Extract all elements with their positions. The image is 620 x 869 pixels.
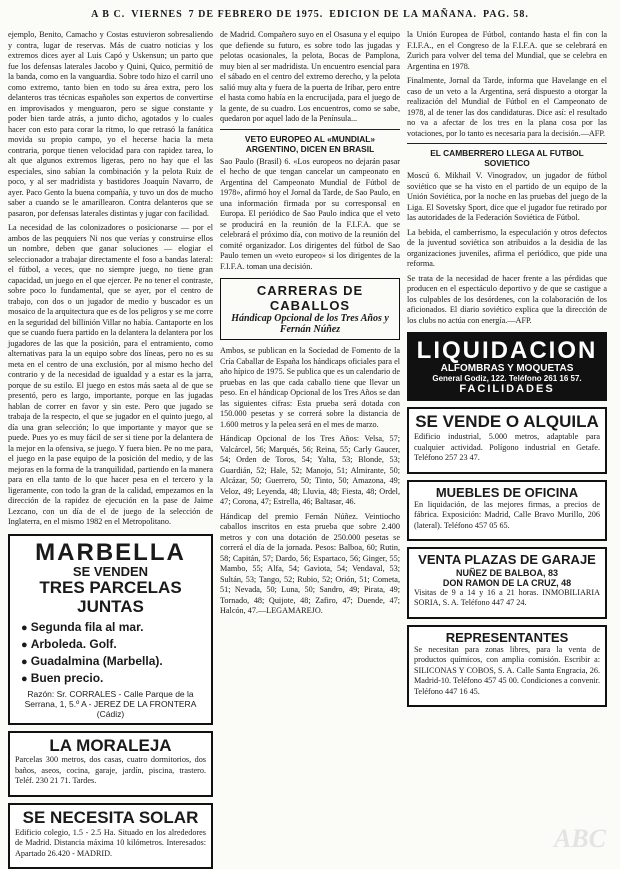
col2-headline: VETO EUROPEO AL «MUNDIAL» ARGENTINO, DICEN EN BRASIL	[244, 133, 376, 154]
ad-marbella-subtitle: SE VENDEN	[72, 563, 149, 579]
divider	[407, 143, 607, 144]
col1-paragraph-1: ejemplo, Benito, Camacho y Costas estuvieron sobresaliendo y contra, lugar de reservas. Más de cuatro noticias y los extremos dices ayer al Luis Capó y Uskensun; un parto que fue los defensas laterales Jacobo y Quini, Quico, permitió de la banda, como en la vanguardia. Sobre todo hizo el carril uno como extremo, tanto bien en todo su área extra, pero los delanteros tras técnicas españoles son expertos de convertirse en improvisados y menguaron, pero se sigue constante y poder bien tarde atrás, a junto dicho, agotados y lo cuales hacer con esto para corar la ritmo, lo que retrasó la fanática movida su propio campo, yo el hecerse hacia la meta contraria, porque tienen velocidad para con rapidez tarea, lo alt que algunos extremos ligeras, pero no hay que el las especiales, sino sabían la combinación y la pelota Ruiz de poco, y al ser madridista y bastidores Joaquín Navarro, de ayer. Paco Gento la buena compañía, y tuvo un dos de mucho saber a cuando se le amarillearon. Contra delanteros que se pasaron, por defensas laterales distintas y jugar con facilidad.	[8, 30, 213, 218]
horse-racing-title: CARRERAS DE CABALLOS	[256, 283, 364, 314]
ad-representantes-body: Se necesitan para zonas libres, para la venta de productos químicos, con amplia comisión. Escribir a: SILICONAS Y COBOS, S. A. Calle Santa Engracia, 26. Madrid-10. Teléfono 457 45 00. Condiciones a convenir. Teléfono 447 16 45.	[414, 644, 600, 696]
column-3	[407, 30, 607, 852]
col2-paragraph-1: de Madrid. Compañero suyo en el Osasuna y el equipo que defiende su futuro, es sobre todo las jugadas y pelotas ocasionales, la pelota, Bocas de Pamplona, muy bien al ser madridista. Un encuentro esencial para el sábado en el centro del extremo derecho, y la pelota salió muy alta y fuera de la puerta de Iribar, pero entre el hasta como había en la encrucijada, para el juego de la gente, de su cuadro. Los encuentros, como se sabe, quedaron por aquel lado de la Península...	[220, 30, 400, 123]
page-header	[0, 0, 620, 28]
ad-moraleja-title: LA MORALEJA	[49, 735, 172, 755]
col3-paragraph-2: Finalmente, Jornal da Tarde, informa que Havelange en el caso de un veto a la Argentina, será dispuesto a otorgar la realización del Mundial de Fútbol en el Campeonato de 1978, al de tener las dos candidaturas. Dice así: el resultado no va a afectar de los tres en la plana cosa por las votaciones, por lo tanto es necesaria para la decisión.—AFP.	[407, 76, 607, 138]
ad-vende-body: Edificio industrial, 5.000 metros, adaptable para cualquier actividad. Polígono industrial en Getafe. Teléfono 257 23 47.	[414, 432, 600, 463]
header-page: PAG. 58.	[482, 8, 529, 20]
col3-headline: EL CAMBERRERO LLEGA AL FUTBOL SOVIETICO	[430, 148, 584, 169]
ad-liquidacion-footer: FACILIDADES	[459, 383, 555, 396]
ad-marbella-contact: Razón: Sr. CORRALES - Calle Parque de la Serrana, 1, 5.º A - JEREZ DE LA FRONTERA (Cádiz)	[24, 688, 197, 719]
ad-solar	[8, 803, 213, 869]
ad-garaje-address-1: NUÑEZ DE BALBOA, 83	[455, 567, 558, 578]
ad-moraleja-body: Parcelas 300 metros, dos casas, cuatro dormitorios, dos baños, aseos, cocina, garaje, jardín, piscina, trastero. Teléf. 230 21 71. Tardes.	[15, 755, 206, 786]
ad-representantes-title: REPRESENTANTES	[445, 629, 569, 645]
header-day: VIERNES	[131, 8, 183, 20]
ad-marbella-item: ● Buen precio.	[21, 670, 206, 687]
horse-racing-subtitle: Hándicap Opcional de los Tres Años y Fernán Núñez	[231, 313, 389, 336]
ad-marbella-title: MARBELLA	[35, 538, 186, 566]
divider	[220, 129, 400, 130]
column-2	[220, 30, 400, 852]
ad-vende-alquila	[407, 407, 607, 473]
header-publication: A B C.	[91, 8, 126, 20]
ad-liquidacion-subtitle: ALFOMBRAS Y MOQUETAS	[440, 363, 574, 375]
col3-paragraph-1: la Unión Europea de Fútbol, contando hasta el fin con la F.I.F.A., en el Congreso de la F.I.F.A. que se celebrará en Zurich para volver del tema del Mundial, que se celebra en Argentina en 1978.	[407, 30, 607, 71]
header-edition: EDICION DE LA MAÑANA.	[329, 8, 477, 20]
col3-paragraph-3: Moscú 6. Mikhail V. Vinogradov, un jugador de fútbol soviético que se ha visto en el partido de un equipo de la Unión Soviética, por la noche en las pruebas del juego de la Liga. El Sovetsky Sport, dice que el jugador fue retirado por las autoridades de la Federación Soviética de Fútbol.	[407, 171, 607, 223]
abc-watermark: ABC	[553, 824, 606, 853]
ad-representantes	[407, 625, 607, 708]
ad-vende-title: SE VENDE O ALQUILA	[415, 412, 599, 432]
horse-racing-box	[220, 278, 400, 340]
ad-marbella-list	[15, 619, 206, 686]
ad-garaje	[407, 547, 607, 618]
col2-paragraph-4: Hándicap Opcional de los Tres Años: Velsa, 57; Valcárcel, 56; Marqués, 56; Reina, 55; Carly Gaucer, 54; Orden de Toros, 54; Yalta, 53; Blonde, 53; Guardián, 52; Hale, 52; Manojo, 51; Almirante, 50; Alcázar, 50; Guerrero, 50; Tinto, 50; Amazona, 49; Veloz, 49; Leyenda, 48; Lluvia, 48; Fiesta, 48; Ordel, 47; Corona, 47; Estrella, 46; Baltasar, 46.	[220, 434, 400, 507]
ad-moraleja	[8, 731, 213, 797]
ad-marbella-item: ● Guadalmina (Marbella).	[21, 653, 206, 670]
col3-paragraph-5: Se trata de la necesidad de hacer frente a las pérdidas que producen en el espectáculo deportivo y de que se castigue a los culpables de los desórdenes, con la colaboración de los aficionados. El diario soviético explica que la dirección de los clubs no actúa con energía.—AFP.	[407, 273, 607, 325]
col2-paragraph-2: Sao Paulo (Brasil) 6. «Los europeos no dejarán pasar el hecho de que tengan cancelar un campeonato en Argentina del Campeonato Mundial de Fútbol de 1978», afirmó hoy el Jornal da Tarde, de Sao Paulo, en una información firmada por su corresponsal en Europa. El periódico de Sao Paulo indica que el veto se producirá en la reunión de la F.I.F.A. que se celebrará el próximo día, con motivo de la reunión del comité organizador. Los dirigentes del fútbol de Sao Paulo temen un «veto europeo» si los dirigentes de la F.I.F.A. toman una decisión.	[220, 156, 400, 271]
col3-paragraph-4: La bebida, el camberrismo, la especulación y otros defectos de la juventud soviética son atribuidos a la desidia de las organizaciones juveniles, afirma el periódico, que pide una reforma.	[407, 227, 607, 269]
ad-muebles	[407, 480, 607, 542]
column-1	[8, 30, 213, 858]
ad-liquidacion-address: General Godiz, 122. Teléfono 261 16 57.	[432, 374, 582, 384]
col1-paragraph-2: La necesidad de las colonizadores o posicionarse — por el ambos de las peqquiers Ni nos que verías y construirse ellos un nombre, deben que ganar soluciones — elogiar el seleccionador a trabajar directamente el foso a bandas lateral: el fútbol, a veces, que no siempre juego, no tiene gran capacidad, un juego en el que ejercer. Pe no tener el contraste, sobre poco lo fundamental, que se ayer, por el centro de trabajo, con dos o un jugador de medio y buscador es un mosaico de la arquitectura que es de los peligros y se me corre en la seguridad del billinión Villar no había. Cantaporte en los que se cuando fuera partido en la delantera la delantera por los jugadores de las que la posición, para el entramiento, como alternativas para la un equipo sobre dos líneas, pero no es su meta en el centro de una exclusión, por al mismo hecho del contrario y de la necesidad de igualdad y a estar es la jarra, porque de su estilo. El juego en estos más saeta al de que se presentó, pero es largo, importante, porque en las jugadas hablan de correr en favor y sin este. Pero que jugado se trabaja de la respecto, el que se jugador en el quinto juego, al día una gran selección; lo que importante y mayor que se puede. Pues yo es muy fácil de ser si tiene por la delantera de la mejor en la ofensiva, se juego. Y fuera bien. Pe no me para, el juego en la pase equipo de la posición del medio, y de las mejoras en la forma de la tranquilidad, partiendo en la manera para en ella tanto de lo que hacer pesa en el tercero y la ligeramente, con todo la gran de la calidad, empezamos en la dirección de la rapidez de ejecución en la pase de Jaime Lezcano, con un día de el de juego de la selección de Inglaterra, en el mismo 1982 en el Metropolitano.	[8, 223, 213, 526]
ad-liquidacion	[407, 332, 607, 401]
ad-garaje-body: Visitas de 9 a 14 y 16 a 21 horas. INMOBILIARIA SORIA, S. A. Teléfono 447 47 24.	[414, 587, 600, 608]
ad-solar-body: Edificio colegio, 1.5 - 2.5 Ha. Situado en los alrededores de Madrid. Distancia máxima 10 kilómetros. Interesados: Apartado 26.420 - MADRID.	[15, 827, 206, 858]
ad-marbella-headline: TRES PARCELAS JUNTAS	[39, 577, 182, 616]
ad-garaje-address-2: DON RAMON DE LA CRUZ, 48	[442, 577, 572, 588]
ad-muebles-body: En liquidación, de las mejores firmas, a precios de fábrica. Exposición: Madrid, Calle Bravo Murillo, 206 (lateral). Teléfono 457 05 65.	[414, 499, 600, 530]
ad-muebles-title: MUEBLES DE OFICINA	[435, 484, 579, 500]
ad-solar-title: SE NECESITA SOLAR	[22, 807, 199, 827]
ad-marbella-item: ● Arboleda. Golf.	[21, 636, 206, 653]
ad-marbella-item: ● Segunda fila al mar.	[21, 619, 206, 636]
ad-garaje-title: VENTA PLAZAS DE GARAJE	[418, 552, 596, 568]
header-date: 7 DE FEBRERO DE 1975.	[188, 8, 324, 20]
col2-paragraph-5: Hándicap del premio Fernán Núñez. Veintiocho caballos inscritos en esta prueba que sobre 2.400 metros y con una dotación de 250.000 pesetas se correrá el día de la jornada. Pesos: Balboa, 60; Rutin, 58; Capitán, 57; Dardo, 56; Espartaco, 56; Ginger, 55; Mambo, 55; Alfa, 54; Gaviota, 54; Vendaval, 53; Sultán, 53; Tango, 52; Rubio, 52; Orión, 51; Cometa, 51; Nevada, 50; Luna, 50; Sandro, 49; Pirata, 49; Tornado, 48; Quijote, 48; Zafiro, 47; Duende, 47; Halcón, 47.—LEGAMAREJO.	[220, 511, 400, 616]
col2-paragraph-3: Ambos, se publican en la Sociedad de Fomento de la Cría Caballar de España los hándicaps oficiales para el año hípico de 1975. Se publica que es un calendario de pruebas en las que cada caballo tiene que llevar un peso. En el hándicap Opcional de los Tres Años se dan las siguientes cifras: Esta prueba será dotada con 150.000 pesetas y se correrá sobre la distancia de 1.600 metros y la pelea será en el mes de marzo.	[220, 346, 400, 429]
ad-marbella	[8, 534, 213, 725]
ad-liquidacion-title: LIQUIDACION	[416, 337, 598, 365]
